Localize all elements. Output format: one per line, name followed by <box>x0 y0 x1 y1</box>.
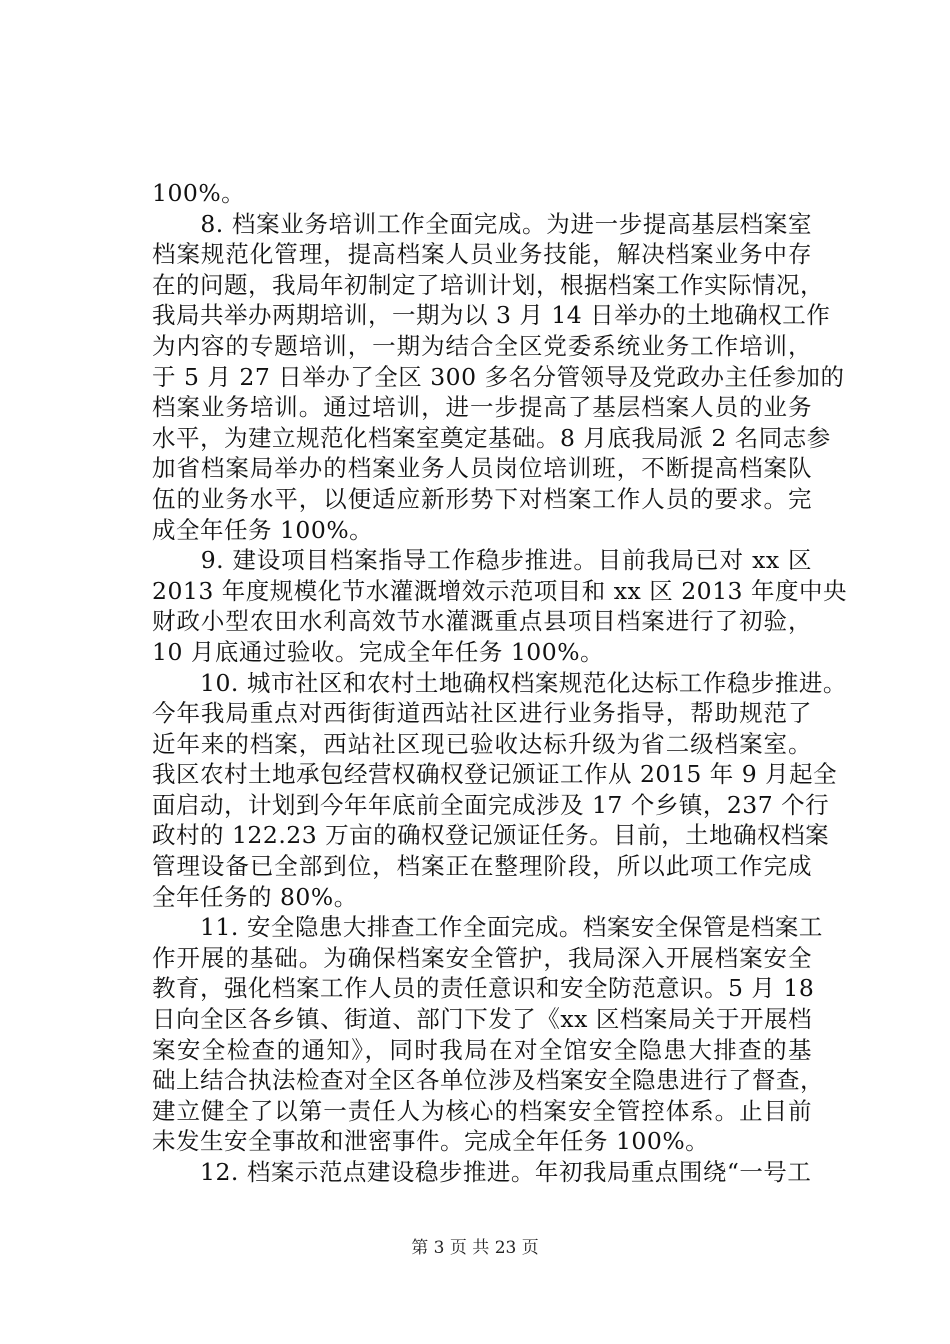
text-line: 作开展的基础。为确保档案安全管护，我局深入开展档案安全 <box>152 943 812 972</box>
text-line: 10. 城市社区和农村土地确权档案规范化达标工作稳步推进。 <box>152 668 847 697</box>
text-line: 日向全区各乡镇、街道、部门下发了《xx 区档案局关于开展档 <box>152 1005 812 1034</box>
text-line: 于 5 月 27 日举办了全区 300 多名分管领导及党政办主任参加的 <box>152 362 845 391</box>
text-line: 100%。 <box>152 179 246 207</box>
text-line: 础上结合执法检查对全区各单位涉及档案安全隐患进行了督查， <box>152 1066 824 1095</box>
text-line: 未发生安全事故和泄密事件。完成全年任务 100%。 <box>152 1127 710 1156</box>
text-line: 2013 年度规模化节水灌溉增效示范项目和 xx 区 2013 年度中央 <box>152 576 847 605</box>
text-line: 8. 档案业务培训工作全面完成。为进一步提高基层档案室 <box>152 209 812 238</box>
document-body <box>152 178 847 1188</box>
text-line: 我局共举办两期培训，一期为以 3 月 14 日举办的土地确权工作 <box>152 301 831 330</box>
text-line: 面启动，计划到今年年底前全面完成涉及 17 个乡镇，237 个行 <box>152 790 830 819</box>
text-line: 管理设备已全部到位，档案正在整理阶段，所以此项工作完成 <box>152 852 812 881</box>
text-line: 案安全检查的通知》，同时我局在对全馆安全隐患大排查的基 <box>152 1035 812 1064</box>
text-line: 全年任务的 80%。 <box>152 882 358 911</box>
text-line: 成全年任务 100%。 <box>152 515 374 544</box>
text-line: 11. 安全隐患大排查工作全面完成。档案安全保管是档案工 <box>152 913 823 942</box>
text-line: 9. 建设项目档案指导工作稳步推进。目前我局已对 xx 区 <box>152 546 812 575</box>
text-line: 建立健全了以第一责任人为核心的档案安全管控体系。止目前 <box>152 1096 812 1125</box>
text-line: 在的问题，我局年初制定了培训计划，根据档案工作实际情况， <box>152 270 824 299</box>
text-line: 伍的业务水平，以便适应新形势下对档案工作人员的要求。完 <box>152 484 812 513</box>
text-line: 近年来的档案，西站社区现已验收达标升级为省二级档案室。 <box>152 729 812 758</box>
text-line: 政村的 122.23 万亩的确权登记颁证任务。目前，土地确权档案 <box>152 821 830 850</box>
text-line: 12. 档案示范点建设稳步推进。年初我局重点围绕“一号工 <box>152 1158 812 1186</box>
text-line: 水平，为建立规范化档案室奠定基础。8 月底我局派 2 名同志参 <box>152 423 831 452</box>
text-line: 财政小型农田水利高效节水灌溉重点县项目档案进行了初验， <box>152 607 812 636</box>
text-line: 为内容的专题培训，一期为结合全区党委系统业务工作培训， <box>152 331 812 360</box>
text-line: 档案业务培训。通过培训，进一步提高了基层档案人员的业务 <box>152 393 812 422</box>
text-line: 今年我局重点对西街街道西站社区进行业务指导，帮助规范了 <box>152 699 812 728</box>
text-line: 加省档案局举办的档案业务人员岗位培训班，不断提高档案队 <box>152 454 812 483</box>
text-line: 档案规范化管理，提高档案人员业务技能，解决档案业务中存 <box>152 240 812 269</box>
text-line: 教育，强化档案工作人员的责任意识和安全防范意识。5 月 18 <box>152 974 815 1003</box>
page-footer: 第 3 页 共 23 页 <box>411 1238 539 1258</box>
text-line: 10 月底通过验收。完成全年任务 100%。 <box>152 637 605 666</box>
text-line: 我区农村土地承包经营权确权登记颁证工作从 2015 年 9 月起全 <box>152 760 838 789</box>
